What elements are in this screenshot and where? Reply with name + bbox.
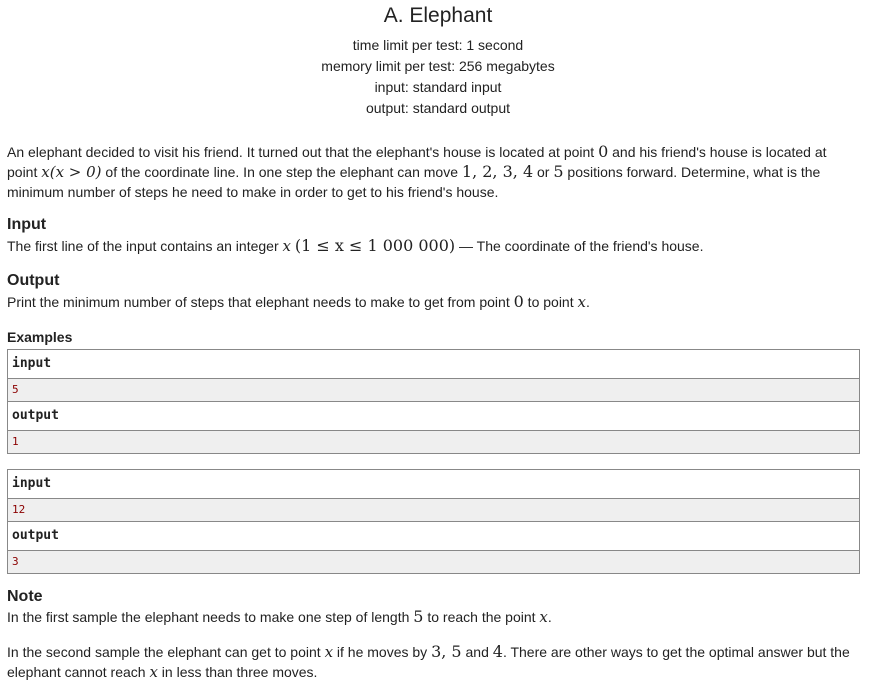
note-text: In the first sample the elephant needs to make one step of length [7, 609, 414, 625]
note-text: if he moves by [333, 644, 432, 660]
note-title: Note [7, 588, 43, 605]
legend-text: or [533, 164, 554, 180]
time-limit-value: 1 second [466, 37, 524, 53]
output-section-text [7, 292, 860, 312]
note-math: 4 [492, 642, 503, 661]
input-math: x [282, 237, 291, 255]
note-text: In the second sample the elephant can get to point [7, 644, 325, 660]
note-text: and [461, 644, 493, 660]
input-text: — The coordinate of the friend's house. [455, 238, 704, 254]
sample-input-title: input [8, 470, 859, 499]
note-text: . There are other ways to get the optimal answer but the elephant cannot reach [7, 644, 850, 680]
legend-text: of the coordinate line. In one step the elephant can move [101, 164, 462, 180]
input-text: The first line of the input contains an integer [7, 238, 283, 254]
note-paragraph-1 [7, 607, 860, 627]
legend-text: An elephant decided to visit his friend. It turned out that the elephant's house is located at point [7, 144, 599, 160]
sample-input-title: input [8, 350, 859, 379]
legend-math: 0 [598, 142, 609, 161]
output-math: 0 [513, 292, 524, 311]
sample-output[interactable]: 3 [8, 551, 859, 573]
sample-tests [7, 328, 860, 574]
input-file-value: standard input [412, 79, 502, 95]
sample-output-title: output [8, 402, 859, 431]
problem-title: A. Elephant [383, 4, 493, 27]
time-limit-label: time limit per test [352, 37, 459, 53]
legend-math: 5 [553, 162, 564, 181]
legend-math: (x > 0) [49, 163, 102, 181]
examples-title: Examples [7, 329, 73, 345]
legend-text: and his friend's house is located at point [7, 144, 827, 180]
note-section [7, 587, 860, 682]
note-text: . [547, 609, 552, 625]
legend-math: x [41, 163, 50, 181]
output-math: x [577, 293, 586, 311]
output-text: to point [523, 294, 578, 310]
input-file: input: standard input [374, 79, 502, 95]
sample-test-1 [7, 349, 860, 454]
note-math: x [324, 643, 334, 661]
sample-input[interactable]: 12 [8, 499, 859, 522]
sample-input[interactable]: 5 [8, 379, 859, 402]
input-section-text [7, 236, 860, 256]
time-limit: time limit per test: 1 second [352, 37, 524, 53]
input-file-label: input [374, 79, 405, 95]
memory-limit-value: 256 megabytes [458, 58, 555, 74]
note-math: 5 [413, 607, 424, 626]
input-specification [7, 215, 860, 256]
note-text: to reach the point [423, 609, 540, 625]
output-text: . [585, 294, 590, 310]
memory-limit-label: memory limit per test [321, 58, 452, 74]
sample-test-2 [7, 469, 860, 574]
sample-output-title: output [8, 522, 859, 551]
output-file: output: standard output [365, 100, 510, 116]
input-section-title: Input [7, 216, 47, 233]
legend-text: positions forward. Determine, what is the minimum number of steps he need to make in order to get to his friend's house. [7, 164, 821, 200]
note-paragraph-2 [7, 642, 860, 682]
note-math: 3, 5 [431, 642, 462, 661]
note-math: x [539, 608, 548, 626]
legend-math: 1, 2, 3, 4 [461, 162, 534, 181]
problem-legend [7, 142, 860, 202]
input-math: (1 ≤ x ≤ 1 000 000) [294, 236, 456, 255]
output-text: Print the minimum number of steps that elephant needs to make to get from point [7, 294, 514, 310]
output-file-value: standard output [412, 100, 510, 116]
output-specification [7, 271, 860, 312]
memory-limit: memory limit per test: 256 megabytes [321, 58, 555, 74]
output-section-title: Output [7, 272, 60, 289]
note-math: x [149, 663, 158, 681]
problem-header [0, 0, 876, 119]
note-text: in less than three moves. [157, 664, 318, 680]
output-file-label: output [365, 100, 405, 116]
sample-output[interactable]: 1 [8, 431, 859, 453]
